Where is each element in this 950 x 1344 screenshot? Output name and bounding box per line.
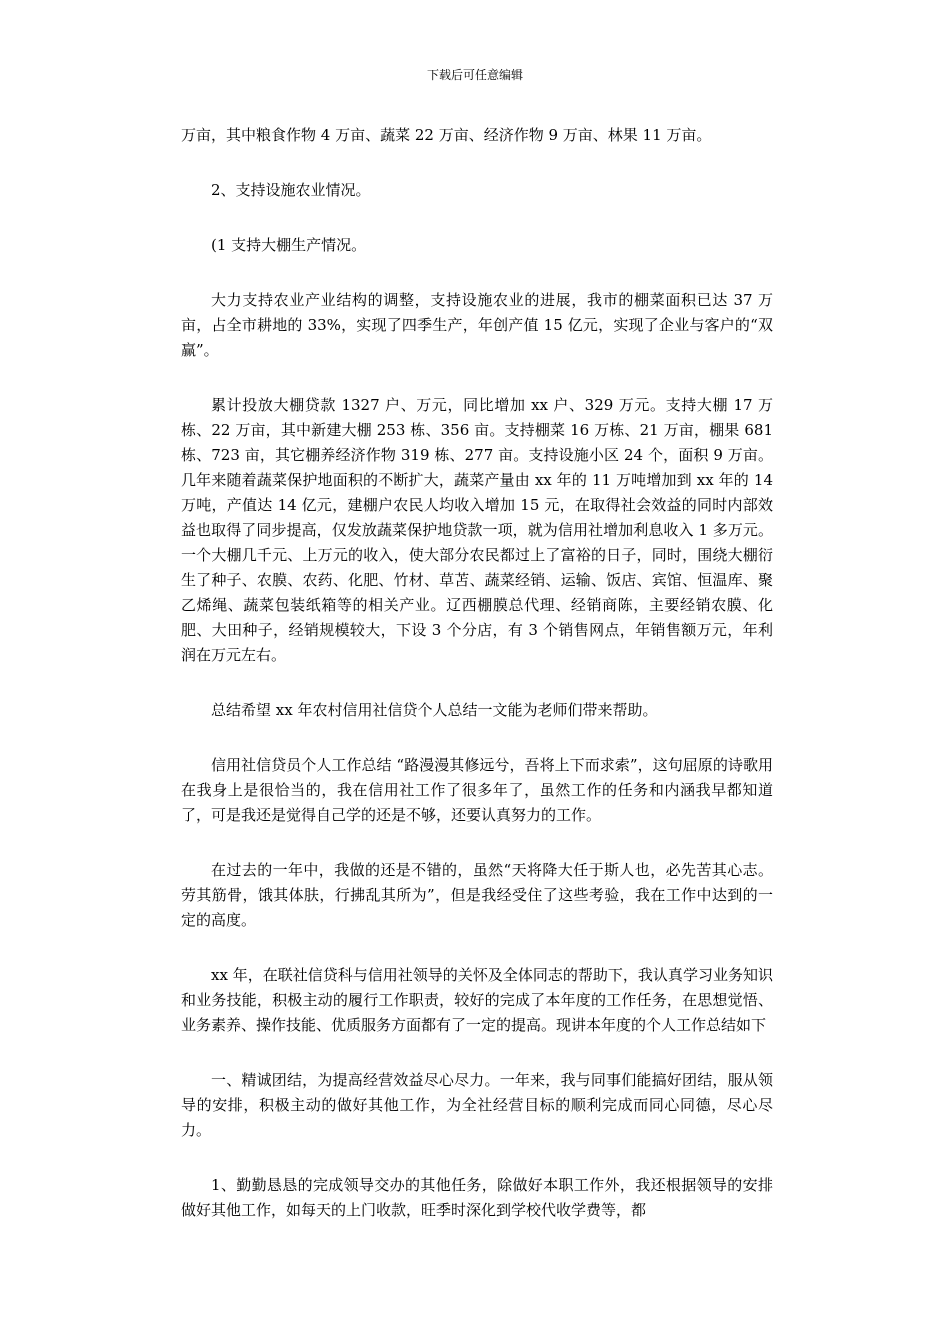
paragraph-crop-acreage: 万亩，其中粮食作物 4 万亩、蔬菜 22 万亩、经济作物 9 万亩、林果 11 万亩。 [181,126,712,144]
page-header-watermark: 下载后可任意编辑 [426,68,523,82]
document-body [181,123,773,1253]
paragraph-past-year: 在过去的一年中，我做的还是不错的，虽然“天将降大任于斯人也，必先苦其心志。劳其筋骨，饿其体肤，行拂乱其所为”，但是我经受住了这些考验，我在工作中达到的一定的高度。 [181,861,773,929]
paragraph-greenhouse-heading: (1 支持大棚生产情况。 [211,236,367,254]
paragraph-greenhouse-loans: 累计投放大棚贷款 1327 户、万元，同比增加 xx 户、329 万元。支持大棚 17 万栋、22 万亩，其中新建大棚 253 栋、356 亩。支持棚菜 16 万栋、21 万亩，棚果 681 栋、723 亩，其它棚养经济作物 319 栋、277 亩。支持设施小区 24 个，面积 9 万亩。几年来随着蔬菜保护地面积的不断扩大，蔬菜产量由 xx 年的 11 万吨增加到 xx 年的 14 万吨，产值达 14 亿元，建棚户农民人均收入增加 15 元，在取得社会效益的同时内部效益也取得了同步提高，仅发放蔬菜保护地贷款一项，就为信用社增加利息收入 1 多万元。一个大棚几千元、上万元的收入，使大部分农民都过上了富裕的日子，同时，围绕大棚衍生了种子、农膜、农药、化肥、竹材、草苫、蔬菜经销、运输、饭店、宾馆、恒温库、聚乙烯绳、蔬菜包装纸箱等的相关产业。辽西棚膜总代理、经销商陈，主要经销农膜、化肥、大田种子，经销规模较大，下设 3 个分店，有 3 个销售网点，年销售额万元，年利润在万元左右。 [181,396,773,664]
paragraph-summary-hope: 总结希望 xx 年农村信用社信贷个人总结一文能为老师们带来帮助。 [211,701,658,719]
paragraph-annual-work: xx 年，在联社信贷科与信用社领导的关怀及全体同志的帮助下，我认真学习业务知识和业务技能，积极主动的履行工作职责，较好的完成了本年度的工作任务，在思想觉悟、业务素养、操作技能、优质服务方面都有了一定的提高。现讲本年度的个人工作总结如下 [181,966,773,1034]
paragraph-personal-summary-intro: 信用社信贷员个人工作总结 “路漫漫其修远兮，吾将上下而求索”，这句屈原的诗歌用在我身上是很恰当的，我在信用社工作了很多年了，虽然工作的任务和内涵我早都知道了，可是我还是觉得自己学的还是不够，还要认真努力的工作。 [181,756,773,824]
paragraph-facility-agriculture-heading: 2、支持设施农业情况。 [211,181,371,199]
paragraph-structure-adjustment: 大力支持农业产业结构的调整，支持设施农业的进展，我市的棚菜面积已达 37 万亩，占全市耕地的 33%，实现了四季生产，年创产值 15 亿元，实现了企业与客户的“双赢”。 [181,291,773,359]
paragraph-section-one: 一、精诚团结，为提高经营效益尽心尽力。一年来，我与同事们能搞好团结，服从领导的安排，积极主动的做好其他工作，为全社经营目标的顺利完成而同心同德，尽心尽力。 [181,1071,773,1139]
paragraph-item-one: 1、勤勤恳恳的完成领导交办的其他任务，除做好本职工作外，我还根据领导的安排做好其他工作，如每天的上门收款，旺季时深化到学校代收学费等，都 [181,1176,773,1219]
